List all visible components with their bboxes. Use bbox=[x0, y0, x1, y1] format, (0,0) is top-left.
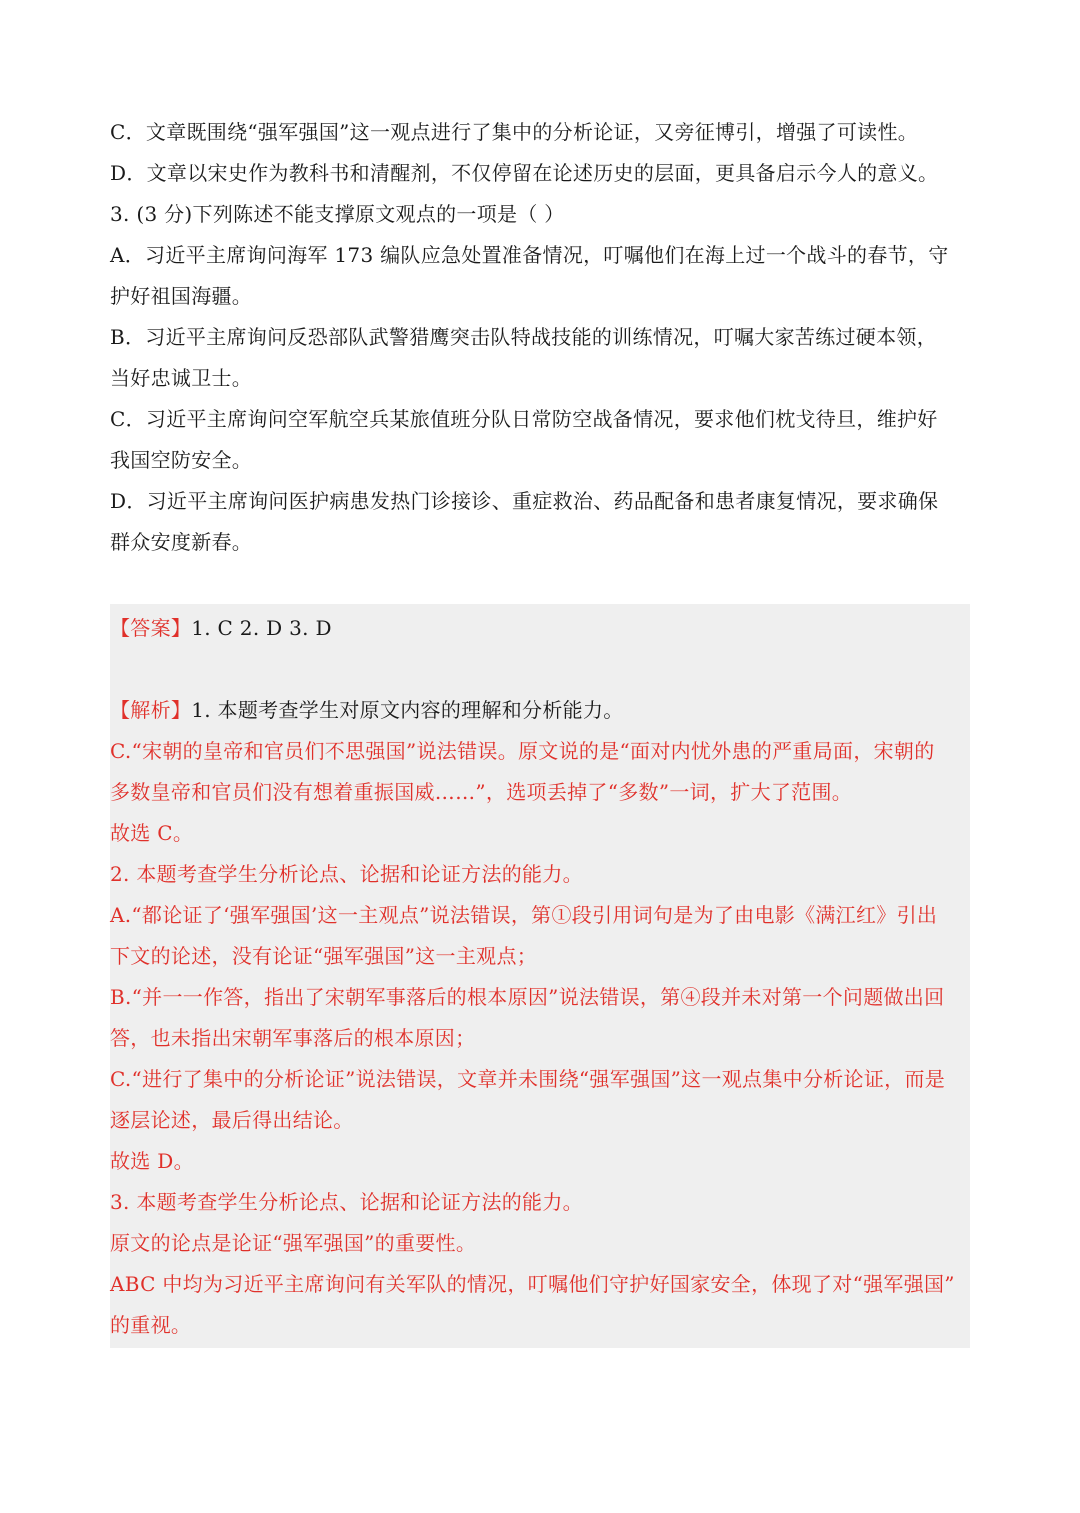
analysis-q2-line4: 答，也未指出宋朝军事落后的根本原因； bbox=[110, 1026, 476, 1050]
analysis-q3-line1: 原文的论点是论证“强军强国”的重要性。 bbox=[110, 1231, 477, 1255]
answer-line bbox=[110, 608, 970, 649]
question-section bbox=[110, 112, 970, 563]
analysis-q3-line3: 的重视。 bbox=[110, 1313, 192, 1337]
analysis-q2-line5: C.“进行了集中的分析论证”说法错误，文章并未围绕“强军强国”这一观点集中分析论证，而是 bbox=[110, 1067, 946, 1091]
analysis-q2-line6: 逐层论述，最后得出结论。 bbox=[110, 1108, 354, 1132]
q3-stem: 3. (3 分)下列陈述不能支撑原文观点的一项是（ ） bbox=[110, 202, 565, 226]
analysis-q2-intro: 2. 本题考查学生分析论点、论据和论证方法的能力。 bbox=[110, 862, 583, 886]
analysis-q2-choice: 故选 D。 bbox=[110, 1149, 194, 1173]
q3-option-c-line1: C．习近平主席询问空军航空兵某旅值班分队日常防空战备情况，要求他们枕戈待旦，维护好 bbox=[110, 407, 938, 431]
answer-text: 1. C 2. D 3. D bbox=[191, 616, 332, 640]
analysis-q1-choice: 故选 C。 bbox=[110, 821, 194, 845]
analysis-q1-line2: 多数皇帝和官员们没有想着重振国威……”，选项丢掉了“多数”一词，扩大了范围。 bbox=[110, 780, 853, 804]
analysis-q2-line1: A.“都论证了‘强军强国’这一主观点”说法错误，第①段引用词句是为了由电影《满江红》引出 bbox=[110, 903, 938, 927]
q3-option-c-line2: 我国空防安全。 bbox=[110, 448, 253, 472]
q3-option-b-line2: 当好忠诚卫士。 bbox=[110, 366, 253, 390]
analysis-q1-line1: C.“宋朝的皇帝和官员们不思强国”说法错误。原文说的是“面对内忧外患的严重局面，宋朝的 bbox=[110, 739, 935, 763]
analysis-section bbox=[110, 690, 970, 1346]
q3-option-b-line1: B．习近平主席询问反恐部队武警猎鹰突击队特战技能的训练情况，叮嘱大家苦练过硬本领， bbox=[110, 325, 937, 349]
analysis-tag: 【解析】 bbox=[110, 698, 192, 722]
q2-option-c: C．文章既围绕“强军强国”这一观点进行了集中的分析论证，又旁征博引，增强了可读性。 bbox=[110, 120, 919, 144]
q2-option-d: D．文章以宋史作为教科书和清醒剂，不仅停留在论述历史的层面，更具备启示今人的意义。 bbox=[110, 161, 939, 185]
analysis-q2-line2: 下文的论述，没有论证“强军强国”这一主观点； bbox=[110, 944, 538, 968]
q3-option-d-line1: D．习近平主席询问医护病患发热门诊接诊、重症救治、药品配备和患者康复情况，要求确保 bbox=[110, 489, 939, 513]
q3-option-a-line2: 护好祖国海疆。 bbox=[110, 284, 253, 308]
analysis-q3-line2: ABC 中均为习近平主席询问有关军队的情况，叮嘱他们守护好国家安全，体现了对“强军强国” bbox=[110, 1272, 955, 1296]
q3-option-d-line2: 群众安度新春。 bbox=[110, 530, 253, 554]
analysis-q3-intro: 3. 本题考查学生分析论点、论据和论证方法的能力。 bbox=[110, 1190, 583, 1214]
answer-tag: 【答案】 bbox=[110, 616, 192, 640]
analysis-q2-line3: B.“并一一作答，指出了宋朝军事落后的根本原因”说法错误，第④段并未对第一个问题做出回 bbox=[110, 985, 945, 1009]
analysis-q1-intro: 1. 本题考查学生对原文内容的理解和分析能力。 bbox=[191, 698, 624, 722]
q3-option-a-line1: A．习近平主席询问海军 173 编队应急处置准备情况，叮嘱他们在海上过一个战斗的春节，守 bbox=[110, 243, 949, 267]
